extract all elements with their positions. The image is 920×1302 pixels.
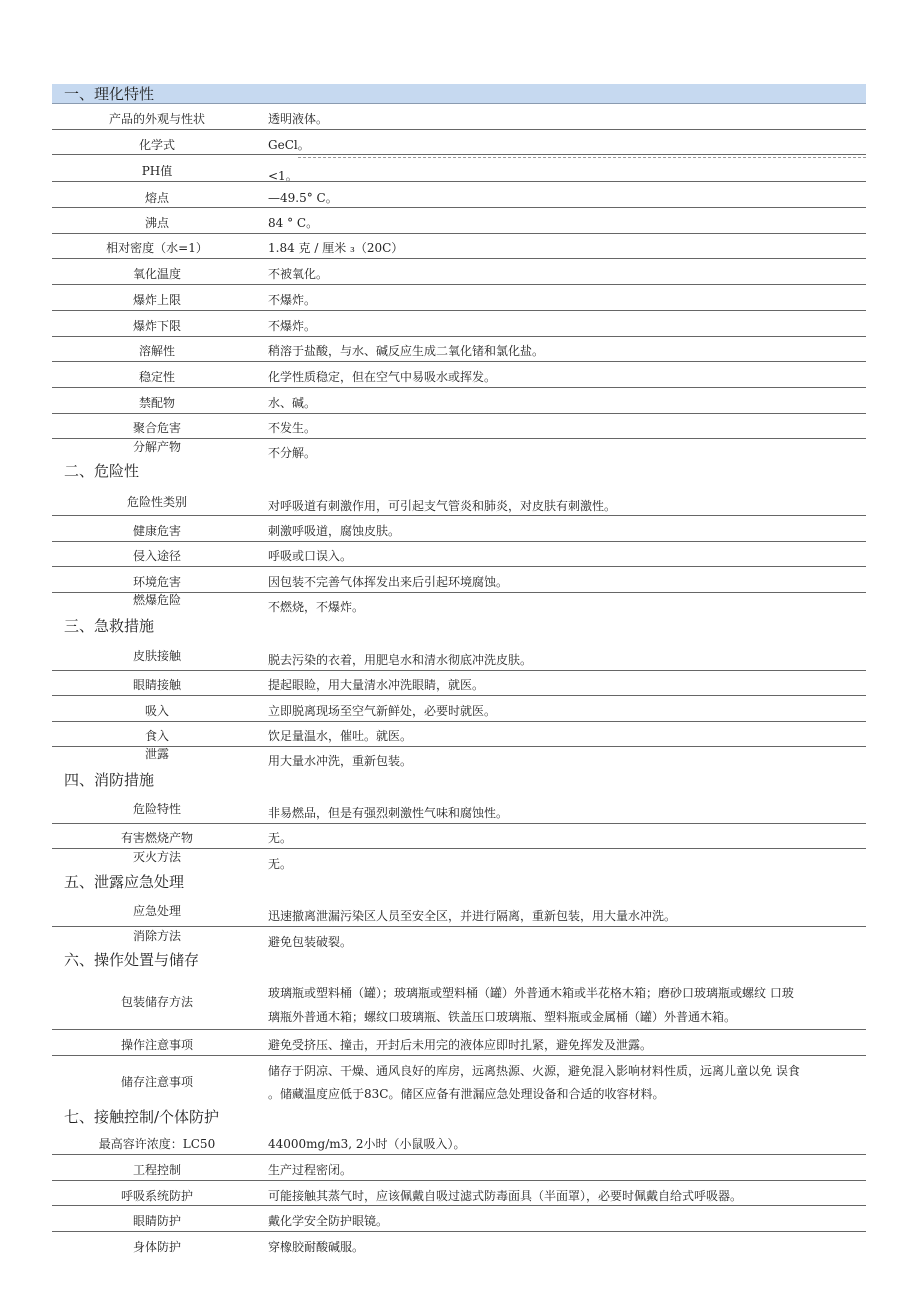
field-label: 沸点: [144, 216, 169, 230]
row-divider: [52, 823, 866, 824]
field-value: 用大量水冲洗，重新包装。: [268, 754, 413, 768]
field-value: 1.84 克 / 厘米 ₃（20C）: [268, 241, 404, 255]
section-title: 五、泄露应急处理: [64, 873, 185, 891]
field-value: 84 ° C。: [268, 216, 319, 230]
row-divider: [52, 438, 866, 439]
field-label: 燃爆危险: [132, 593, 181, 607]
field-label: 泄露: [144, 747, 169, 761]
field-label: 溶解性: [138, 344, 175, 358]
field-label: 应急处理: [132, 904, 181, 918]
field-label: 有害燃烧产物: [120, 831, 193, 845]
field-label: 操作注意事项: [120, 1038, 193, 1052]
row-divider: [52, 233, 866, 234]
field-label: 皮肤接触: [132, 649, 181, 663]
field-value: 不爆炸。: [268, 293, 317, 307]
field-value: 立即脱离现场至空气新鲜处，必要时就医。: [268, 704, 497, 718]
field-label: 危险特性: [132, 802, 181, 816]
field-label: 爆炸上限: [132, 293, 181, 307]
field-label: 吸入: [144, 704, 169, 718]
field-value: 无。: [268, 857, 293, 871]
row-divider: [52, 695, 866, 696]
row-divider: [52, 387, 866, 388]
field-value: 玻璃瓶或塑料桶（罐）；玻璃瓶或塑料桶（罐）外普通木箱或半花格木箱；磨砂口玻璃瓶或螺纹 口玻: [268, 986, 794, 1000]
row-divider: [52, 848, 866, 849]
row-divider: [52, 258, 866, 259]
field-value: 呼吸或口误入。: [268, 549, 353, 563]
row-divider: [52, 566, 866, 567]
field-value: 透明液体。: [268, 112, 329, 126]
row-divider: [52, 413, 866, 414]
section-title: 六、操作处置与储存: [64, 951, 200, 969]
field-value: 因包装不完善气体挥发出来后引起环境腐蚀。: [268, 575, 509, 589]
field-value: 。储藏温度应低于83C。储区应备有泄漏应急处理设备和合适的收容材料。: [268, 1087, 665, 1101]
field-value: 无。: [268, 831, 293, 845]
row-divider: [52, 1154, 866, 1155]
field-value: 刺激呼吸道，腐蚀皮肤。: [268, 524, 401, 538]
row-divider: [52, 310, 866, 311]
field-label: 产品的外观与性状: [108, 112, 205, 126]
row-divider: [52, 1029, 866, 1030]
field-value: 44000mg/m3, 2小时（小鼠吸入）。: [268, 1137, 466, 1151]
field-label: 健康危害: [132, 524, 181, 538]
section-title: 二、危险性: [64, 462, 140, 480]
row-divider: [52, 154, 866, 155]
field-value: 稍溶于盐酸，与水、碱反应生成二氧化锗和氯化盐。: [268, 344, 545, 358]
field-value: 饮足量温水，催吐。就医。: [268, 729, 413, 743]
field-label: 爆炸下限: [132, 319, 181, 333]
field-label: 眼睛接触: [132, 678, 181, 692]
row-divider: [52, 129, 866, 130]
section-title: 三、急救措施: [64, 617, 155, 635]
field-label: 眼睛防护: [132, 1214, 181, 1228]
field-label: 工程控制: [132, 1163, 181, 1177]
field-label: 包装储存方法: [120, 995, 193, 1009]
field-value: 生产过程密闭。: [268, 1163, 353, 1177]
field-label: 侵入途径: [132, 549, 181, 563]
field-label: 储存注意事项: [120, 1075, 193, 1089]
section-header-band: [52, 84, 866, 104]
row-divider: [52, 721, 866, 722]
section-title: 四、消防措施: [64, 771, 155, 789]
field-label: 化学式: [138, 138, 175, 152]
field-label: 最高容许浓度：LC50: [98, 1137, 216, 1151]
field-value: 提起眼睑，用大量清水冲洗眼睛，就医。: [268, 678, 485, 692]
field-value: 避免受挤压、撞击，开封后未用完的液体应即时扎紧，避免挥发及泄露。: [268, 1038, 653, 1052]
row-divider: [52, 541, 866, 542]
row-divider: [52, 181, 866, 182]
field-label: 熔点: [144, 191, 169, 205]
section-title: 七、接触控制/个体防护: [64, 1108, 220, 1126]
row-divider: [52, 1231, 866, 1232]
field-label: 稳定性: [138, 370, 175, 384]
dashed-separator: [298, 157, 866, 158]
field-value: 穿橡胶耐酸碱服。: [268, 1240, 365, 1254]
row-divider: [52, 336, 866, 337]
field-label: 呼吸系统防护: [120, 1189, 193, 1203]
field-value: 对呼吸道有刺激作用，可引起支气管炎和肺炎，对皮肤有刺激性。: [268, 499, 617, 513]
field-label: 灭火方法: [132, 850, 181, 864]
field-value: 化学性质稳定，但在空气中易吸水或挥发。: [268, 370, 497, 384]
field-label: 消除方法: [132, 929, 181, 943]
field-value: 非易燃品，但是有强烈刺激性气味和腐蚀性。: [268, 806, 509, 820]
field-value: GeCl。: [268, 138, 310, 152]
field-value: 水、碱。: [268, 396, 317, 410]
field-label: 相对密度（水=1）: [106, 241, 208, 255]
field-label: 危险性类别: [126, 495, 187, 509]
field-label: 食入: [144, 729, 169, 743]
row-divider: [52, 361, 866, 362]
row-divider: [52, 284, 866, 285]
row-divider: [52, 515, 866, 516]
field-value: 不燃烧，不爆炸。: [268, 600, 365, 614]
row-divider: [52, 670, 866, 671]
field-value: —49.5° C。: [268, 191, 338, 205]
field-value: 不爆炸。: [268, 319, 317, 333]
row-divider: [52, 1180, 866, 1181]
section-title: 一、理化特性: [64, 85, 155, 103]
field-label: 聚合危害: [132, 421, 181, 435]
field-value: 不被氧化。: [268, 267, 329, 281]
field-label: PH值: [141, 164, 173, 178]
row-divider: [52, 207, 866, 208]
field-label: 禁配物: [138, 396, 175, 410]
field-value: <1。: [268, 169, 298, 183]
row-divider: [52, 926, 866, 927]
field-label: 环境危害: [132, 575, 181, 589]
field-label: 分解产物: [132, 440, 181, 454]
field-value: 脱去污染的衣着，用肥皂水和清水彻底冲洗皮肤。: [268, 653, 533, 667]
field-value: 可能接触其蒸气时，应该佩戴自吸过滤式防毒面具（半面罩），必要时佩戴自给式呼吸器。: [268, 1189, 743, 1203]
field-value: 避免包装破裂。: [268, 935, 353, 949]
row-divider: [52, 1055, 866, 1056]
field-label: 氧化温度: [132, 267, 181, 281]
field-value: 戴化学安全防护眼镜。: [268, 1214, 389, 1228]
field-value: 储存于阴凉、干燥、通风良好的库房，远离热源、火源，避免混入影响材料性质，远离儿童以免 误食: [268, 1064, 800, 1078]
field-value: 璃瓶外普通木箱；螺纹口玻璃瓶、铁盖压口玻璃瓶、塑料瓶或金属桶（罐）外普通木箱。: [268, 1010, 737, 1024]
field-label: 身体防护: [132, 1240, 181, 1254]
field-value: 不分解。: [268, 446, 317, 460]
field-value: 迅速撤离泄漏污染区人员至安全区，并进行隔离，重新包装，用大量水冲洗。: [268, 909, 677, 923]
field-value: 不发生。: [268, 421, 317, 435]
row-divider: [52, 1205, 866, 1206]
